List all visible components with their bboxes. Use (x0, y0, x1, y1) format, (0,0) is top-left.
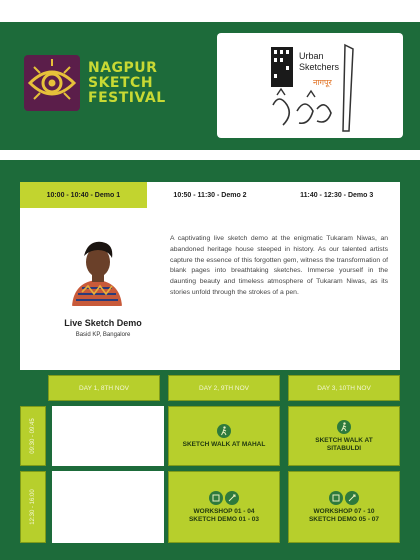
workshop-icon (209, 491, 223, 505)
sponsor-name (299, 51, 339, 73)
demo-description: A captivating live sketch demo at the enigmatic Tukaram Niwas, an abandoned heritage house steeped in history. As our talented artists capture the essence of this forgotten gem, witness the transformation of blank pages into breathtaking sketches. Immerse yourself in the daunting beauty and timeless atmosphere of Tukaram Niwas, as its stories unfold through the strokes of a pen. (170, 235, 388, 296)
top-strip (0, 0, 420, 22)
demo-title: Live Sketch Demo (64, 318, 142, 328)
sketch-demo-icon (225, 491, 239, 505)
schedule-cell-empty (52, 406, 164, 466)
demo-panel (20, 182, 400, 370)
sponsor-name-line: Urban (299, 51, 324, 61)
tab-demo-3[interactable]: 11:40 - 12:30 - Demo 3 (300, 191, 374, 199)
demo-tabs (20, 182, 400, 208)
sketch-demo-icon (345, 491, 359, 505)
schedule-cell[interactable] (288, 471, 400, 543)
time-slot (20, 406, 46, 466)
eye-logo-icon (24, 55, 80, 111)
day-header: DAY 1, 8TH NOV (48, 375, 160, 401)
festival-title-line: NAGPUR (88, 59, 158, 76)
schedule-cell-text: WORKSHOP 01 - 04 SKETCH DEMO 01 - 03 (188, 507, 260, 523)
tab-demo-2[interactable]: 10:50 - 11:30 - Demo 2 (173, 191, 247, 199)
schedule-cell[interactable] (168, 471, 280, 543)
sponsor-name-line: Sketchers (299, 62, 340, 72)
urban-sketchers-logo-icon (217, 33, 403, 138)
schedule-cell-text: SKETCH WALK AT SITABULDI (315, 436, 373, 452)
badge-row (209, 491, 239, 505)
sponsor-subtitle: नागपूर (313, 78, 332, 87)
tab-demo-1[interactable]: 10:00 - 10:40 - Demo 1 (20, 182, 147, 208)
artist-photo (68, 234, 126, 306)
schedule-cell-text: WORKSHOP 07 - 10 SKETCH DEMO 05 - 07 (308, 507, 380, 523)
festival-title (88, 61, 166, 106)
time-slot (20, 471, 46, 543)
day-header: DAY 3, 10TH NOV (288, 375, 400, 401)
schedule-cell-empty (52, 471, 164, 543)
schedule-cell[interactable] (168, 406, 280, 466)
time-label: 12:30 - 16:00 (30, 489, 36, 525)
divider-strip (0, 150, 420, 160)
time-label: 09:30 - 09:45 (30, 418, 36, 454)
schedule-cell-text: SKETCH WALK AT MAHAL (182, 440, 266, 448)
header-band (0, 0, 420, 150)
walking-icon (217, 424, 231, 438)
festival-title-line: SKETCH (88, 74, 154, 91)
schedule-cell[interactable] (288, 406, 400, 466)
sponsor-box (217, 33, 403, 138)
festival-title-line: FESTIVAL (88, 89, 166, 106)
walking-icon (337, 420, 351, 434)
festival-logo (24, 53, 166, 113)
workshop-icon (329, 491, 343, 505)
badge-row (329, 491, 359, 505)
day-header: DAY 2, 9TH NOV (168, 375, 280, 401)
demo-artist: Basid KP, Bangalore (75, 332, 131, 338)
